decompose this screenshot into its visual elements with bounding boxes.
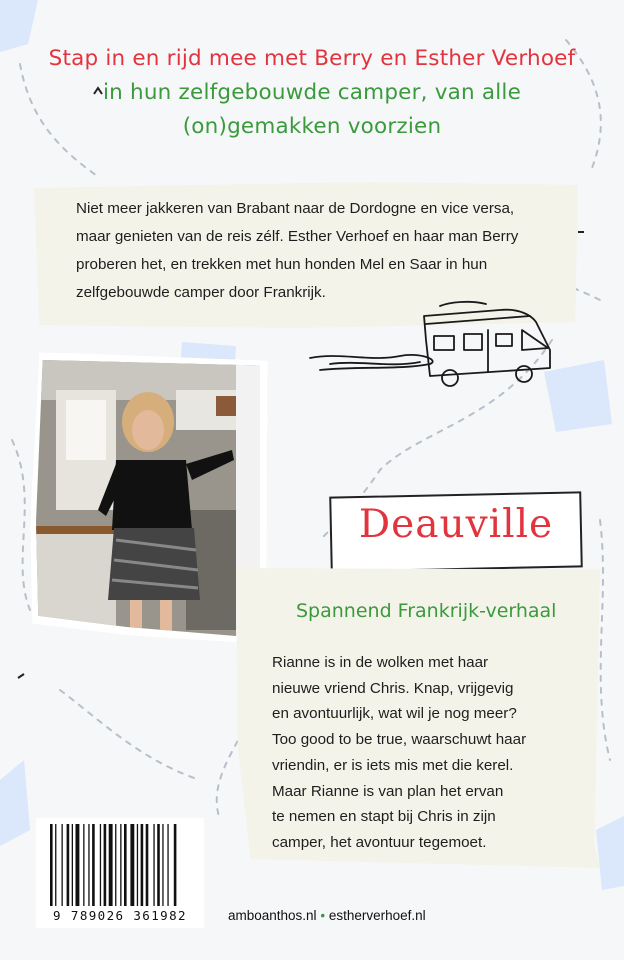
barcode-bar [83,824,84,906]
barcode-bar [167,824,168,906]
barcode-bar [115,824,116,906]
story-line: Too good to be true, waarschuwt haar [272,731,527,749]
barcode-bar [62,824,63,906]
barcode-bar [174,824,177,906]
barcode-bar [104,824,107,906]
barcode-bar [92,824,95,906]
intro-text [76,195,576,307]
barcode-bar [72,824,73,906]
intro-line: maar genieten van de reis zélf. Esther Verhoef en haar man Berry [76,228,519,245]
barcode-bar [157,824,160,906]
barcode-bar [124,824,127,906]
isbn-number: 9 789026 361982 [53,908,187,923]
barcode-bar [76,824,80,906]
headline-line-3: (on)gemakken voorzien [182,114,442,139]
story-subtitle: Spannend Frankrijk-verhaal [296,600,557,622]
barcode-bar [100,824,101,906]
story-line: te nemen en stapt bij Chris in zijn [272,808,496,826]
barcode-bar [120,824,121,906]
barcode-bar [153,824,154,906]
separator-dot: • [320,908,326,923]
barcode-bar [50,824,53,906]
barcode-bar [141,824,144,906]
website-link-estherverhoef[interactable]: estherverhoef.nl [328,908,426,923]
barcode-bar [162,824,163,906]
intro-line: proberen het, en trekken met hun honden Mel en Saar in hun [76,256,488,273]
story-line: en avontuurlijk, wat wil je nog meer? [272,705,517,723]
barcode-bar [130,824,134,906]
barcode-bar [88,824,89,906]
story-text [272,650,572,856]
barcode-bar [55,824,56,906]
headline-line-2: in hun zelfgebouwde camper, van alle [102,80,522,105]
story-line: camper, het avontuur tegemoet. [272,833,487,851]
story-line: vriendin, er is iets mis met die kerel. [272,756,514,774]
story-line: Maar Rianne is van plan het ervan [272,782,504,800]
barcode-bar [67,824,70,906]
intro-line: Niet meer jakkeren van Brabant naar de Dordogne en vice versa, [76,200,515,217]
story-line: Rianne is in de wolken met haar [272,654,489,671]
barcode-bar [109,824,113,906]
headline-line-1: Stap in en rijd mee met Berry en Esther Verhoef [48,46,576,71]
barcode [36,818,204,910]
barcode-bar [146,824,149,906]
intro-line: zelfgebouwde camper door Frankrijk. [76,284,326,301]
barcode-bar [137,824,138,906]
websites [228,908,426,923]
camper-van-sketch-icon [300,300,560,396]
website-link-amboanthos[interactable]: amboanthos.nl [228,908,317,923]
author-photo [36,360,260,638]
story-line: nieuwe vriend Chris. Knap, vrijgevig [272,679,514,697]
story-title: Deauville [358,502,554,547]
